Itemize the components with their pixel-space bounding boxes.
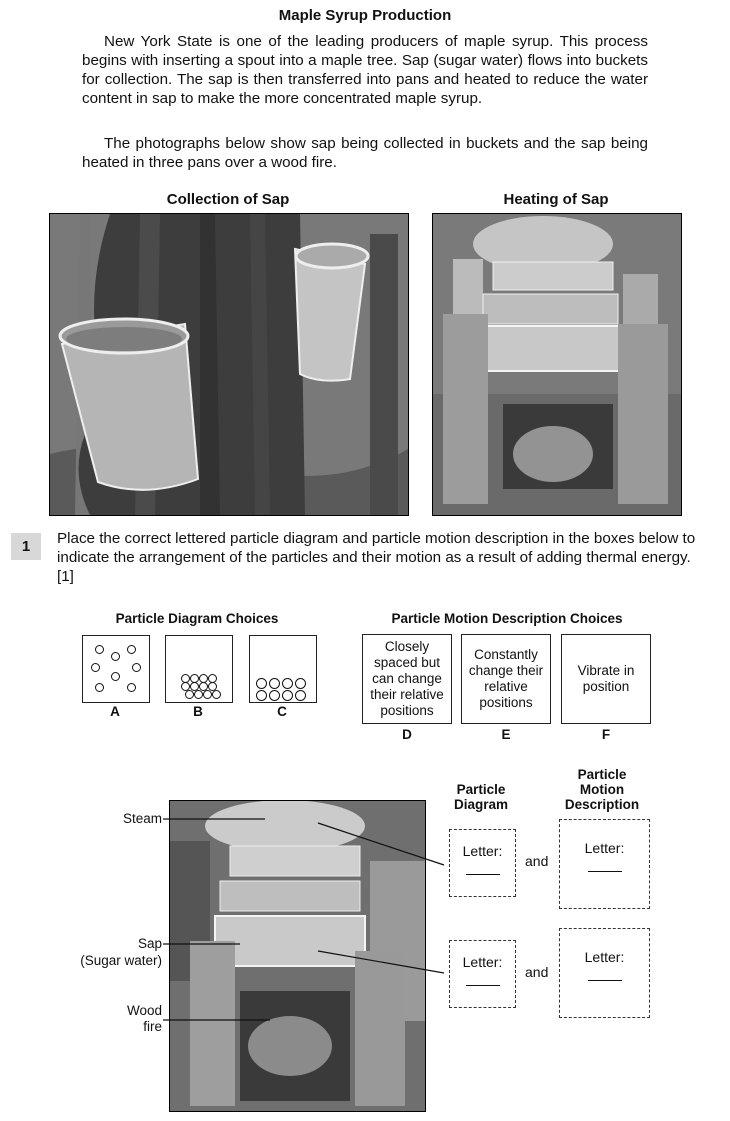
answer-blank[interactable] xyxy=(588,979,622,981)
diagram-letter-c: C xyxy=(277,704,287,719)
question-number: 1 xyxy=(11,533,41,560)
sap-motion-answer-box[interactable] xyxy=(559,928,650,1018)
letter-label: Letter: xyxy=(462,954,503,970)
sap-label: Sap xyxy=(137,936,162,951)
motion-box-e: Constantly change their relative positions xyxy=(461,634,551,724)
motion-choices-heading: Particle Motion Description Choices xyxy=(391,611,623,626)
collection-caption: Collection of Sap xyxy=(166,191,290,208)
intro-paragraph-2: The photographs below show sap being collected in buckets and the sap being heated in three pans over a wood fire. xyxy=(82,135,648,171)
motion-box-d: Closely spaced but can change their relative positions xyxy=(362,634,452,724)
motion-letter-e: E xyxy=(501,727,511,742)
sugar-water-label: (Sugar water) xyxy=(80,953,162,968)
page-title: Maple Syrup Production xyxy=(278,7,452,24)
diagram-letter-b: B xyxy=(193,704,203,719)
letter-label: Letter: xyxy=(584,949,625,965)
and-label: and xyxy=(525,853,549,869)
question-text: Place the correct lettered particle diagram and particle motion description in the boxes below to indicate the arrangement of the particles and their motion as a result of adding thermal energy. [1] xyxy=(57,530,696,585)
steam-motion-answer-box[interactable] xyxy=(559,819,650,909)
motion-description-column-header: Particle Motion Description xyxy=(564,767,640,812)
heating-caption: Heating of Sap xyxy=(503,191,609,208)
wood-label: Wood xyxy=(126,1003,162,1018)
sap-diagram-answer-box[interactable] xyxy=(449,940,516,1008)
answer-blank[interactable] xyxy=(466,873,500,875)
steam-label: Steam xyxy=(122,811,162,826)
particle-diagram-choices-heading: Particle Diagram Choices xyxy=(115,611,279,626)
particle-diagram-column-header: Particle Diagram xyxy=(453,782,509,812)
intro-paragraph-1: New York State is one of the leading producers of maple syrup. This process begins with inserting a spout into a maple tree. Sap (sugar water) flows into buckets for collection. The sap is then transferred into pans and heated to reduce the water content in sap to make the more concentrated maple syrup. xyxy=(82,33,648,107)
motion-letter-d: D xyxy=(402,727,412,742)
answer-blank[interactable] xyxy=(466,984,500,986)
letter-label: Letter: xyxy=(584,840,625,856)
fire-label: fire xyxy=(143,1019,162,1034)
and-label: and xyxy=(525,964,549,980)
motion-box-f: Vibrate in position xyxy=(561,634,651,724)
answer-blank[interactable] xyxy=(588,870,622,872)
steam-diagram-answer-box[interactable] xyxy=(449,829,516,897)
diagram-letter-a: A xyxy=(110,704,120,719)
motion-letter-f: F xyxy=(601,727,611,742)
letter-label: Letter: xyxy=(462,843,503,859)
